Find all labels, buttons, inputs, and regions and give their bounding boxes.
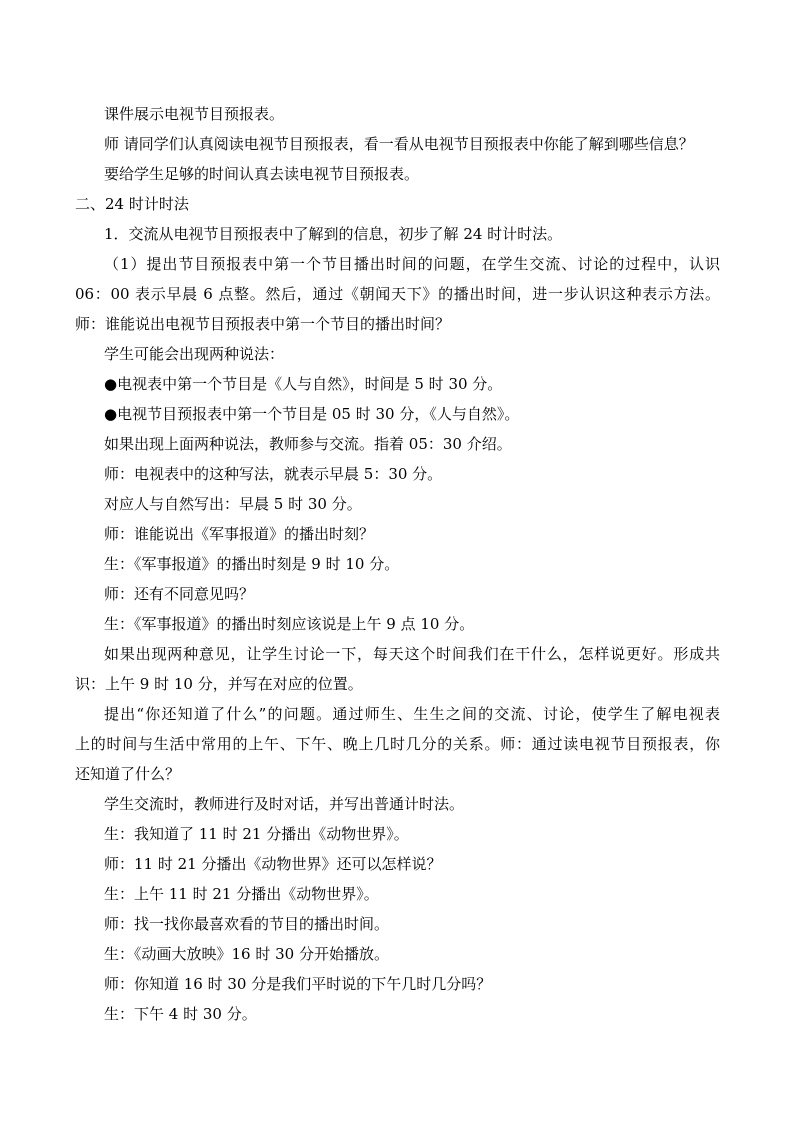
section-heading: 二、24 时计时法	[75, 195, 189, 213]
paragraph-line: 师：谁能说出电视节目预报表中第一个节目的播出时间？	[75, 315, 451, 333]
paragraph-line: 师 请同学们认真阅读电视节目预报表，看一看从电视节目预报表中你能了解到哪些信息？	[104, 135, 694, 153]
paragraph-line: 生：我知道了 11 时 21 分播出《动物世界》。	[104, 825, 409, 843]
paragraph-line: 生：下午 4 时 30 分。	[104, 1005, 257, 1023]
bullet-item: ●电视表中第一个节目是《人与自然》，时间是 5 时 30 分。	[104, 375, 503, 393]
paragraph-line: 师：电视表中的这种写法，就表示早晨 5：30 分。	[104, 465, 443, 483]
paragraph-line: 上的时间与生活中常用的上午、下午、晚上几时几分的关系。师：通过读电视节目预报表，你	[75, 735, 720, 753]
paragraph-line: 生：《军事报道》的播出时刻是 9 时 10 分。	[104, 555, 400, 573]
paragraph-line: 提出“你还知道了什么”的问题。通过师生、生生之间的交流、讨论，使学生了解电视表	[104, 705, 720, 723]
paragraph-line: 学生交流时，教师进行及时对话，并写出普通计时法。	[104, 795, 465, 813]
paragraph-line: 识：上午 9 时 10 分，并写在对应的位置。	[75, 675, 363, 693]
paragraph-line: （1）提出节目预报表中第一个节目播出时间的问题，在学生交流、讨论的过程中，认识	[104, 255, 720, 273]
paragraph-line: 师：还有不同意见吗？	[104, 585, 255, 603]
paragraph-line: 1．交流从电视节目预报表中了解到的信息，初步了解 24 时计时法。	[104, 225, 563, 243]
paragraph-line: 对应人与自然写出：早晨 5 时 30 分。	[104, 495, 362, 513]
paragraph-line: 生：《军事报道》的播出时刻应该说是上午 9 点 10 分。	[104, 615, 475, 633]
paragraph-line: 如果出现两种意见，让学生讨论一下，每天这个时间我们在干什么，怎样说更好。形成共	[104, 645, 720, 663]
paragraph-line: 师：谁能说出《军事报道》的播出时刻？	[104, 525, 375, 543]
bullet-item: ●电视节目预报表中第一个节目是 05 时 30 分，《人与自然》。	[104, 405, 520, 423]
paragraph-line: 生：《动画大放映》16 时 30 分开始播放。	[104, 945, 389, 963]
paragraph-line: 生：上午 11 时 21 分播出《动物世界》。	[104, 885, 379, 903]
paragraph-line: 要给学生足够的时间认真去读电视节目预报表。	[104, 165, 420, 183]
paragraph-line: 师：11 时 21 分播出《动物世界》还可以怎样说？	[104, 855, 442, 873]
paragraph-line: 师：找一找你最喜欢看的节目的播出时间。	[104, 915, 390, 933]
paragraph-line: 06：00 表示早晨 6 点整。然后，通过《朝闻天下》的播出时间，进一步认识这种表示方法。	[75, 285, 720, 303]
paragraph-line: 师：你知道 16 时 30 分是我们平时说的下午几时几分吗？	[104, 975, 492, 993]
paragraph-line: 还知道了什么？	[75, 765, 181, 783]
paragraph-line: 学生可能会出现两种说法：	[104, 345, 285, 363]
paragraph-line: 课件展示电视节目预报表。	[104, 105, 285, 123]
paragraph-line: 如果出现上面两种说法，教师参与交流。指着 05：30 介绍。	[104, 435, 512, 453]
